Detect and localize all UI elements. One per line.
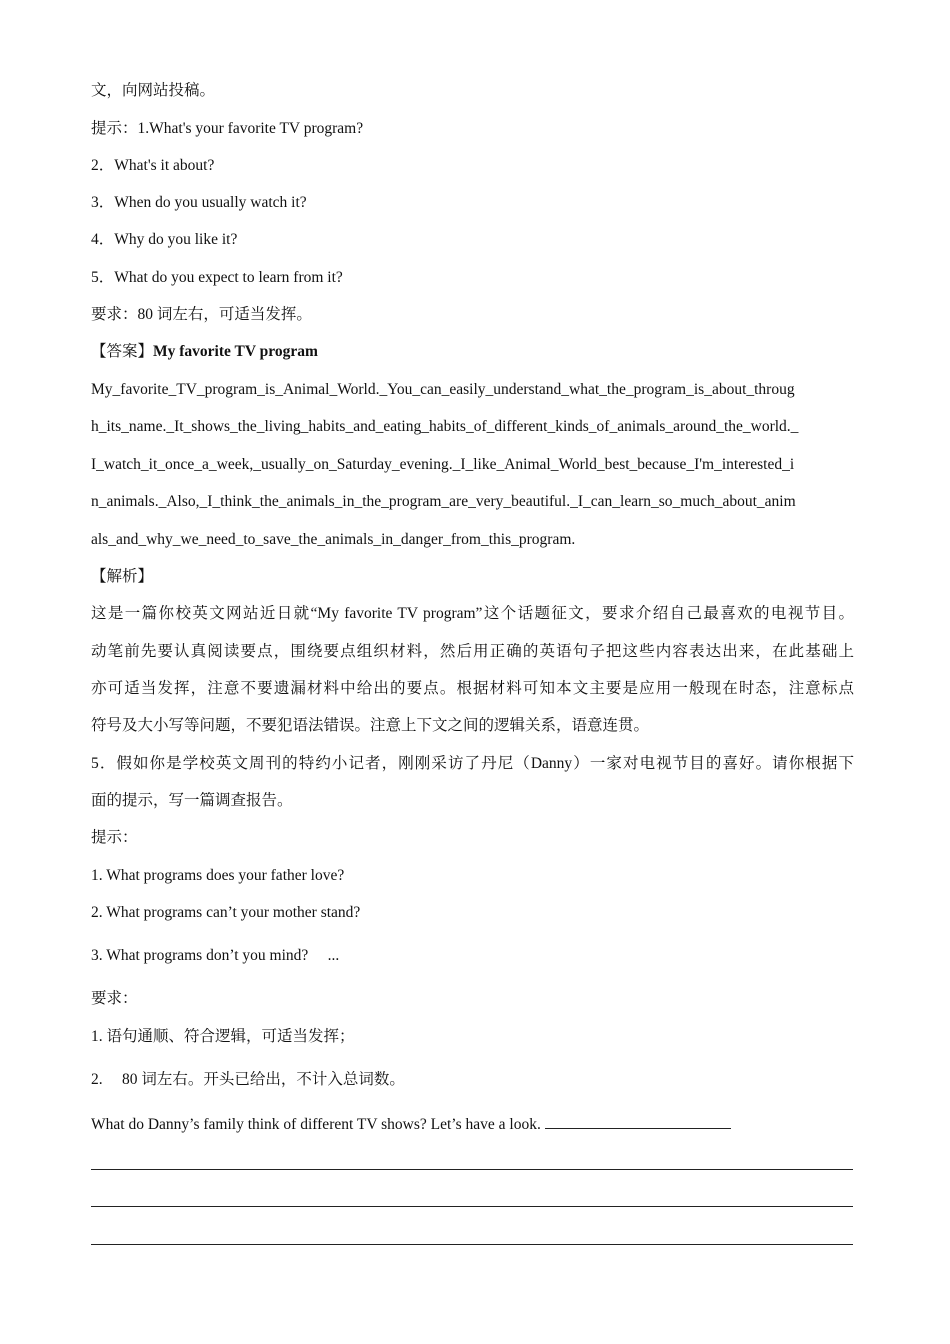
opening-sentence: What do Danny’s family think of different TV shows? Let’s have a look. bbox=[91, 1116, 541, 1133]
hint-3: 3．When do you usually watch it? bbox=[91, 194, 307, 211]
hint-2: 2．What's it about? bbox=[91, 157, 215, 174]
hint-1: 提示：1.What's your favorite TV program? bbox=[91, 120, 364, 137]
writing-line-2[interactable] bbox=[91, 1206, 853, 1207]
q5-hint-1: 1. What programs does your father love? bbox=[91, 867, 345, 884]
q5-requirement-2: 2. 80 词左右。开头已给出，不计入总词数。 bbox=[91, 1071, 405, 1088]
answer-line-4: n_animals._Also,_I_think_the_animals_in_the_program_are_very_beautiful._I_can_learn_so_much_about_anim bbox=[91, 493, 796, 510]
q5-requirement-1: 1. 语句通顺、符合逻辑，可适当发挥； bbox=[91, 1028, 355, 1045]
q5-hint-label: 提示： bbox=[91, 829, 138, 846]
writing-line-1[interactable] bbox=[91, 1169, 853, 1170]
analysis-line-2: 动笔前先要认真阅读要点，围绕要点组织材料，然后用正确的英语句子把这些内容表达出来，在此基础上 bbox=[91, 643, 854, 660]
q5-hint-2: 2. What programs can’t your mother stand? bbox=[91, 904, 361, 921]
question-5-line-2: 面的提示，写一篇调查报告。 bbox=[91, 792, 293, 809]
writing-line-3[interactable] bbox=[91, 1244, 853, 1245]
answer-line-2: h_its_name._It_shows_the_living_habits_and_eating_habits_of_different_kinds_of_animals_around_the_world._ bbox=[91, 418, 799, 435]
answer-line-3: I_watch_it_once_a_week,_usually_on_Saturday_evening._I_like_Animal_World_best_because_I'm_interested_i bbox=[91, 456, 795, 473]
analysis-line-4: 符号及大小写等问题，不要犯语法错误。注意上下文之间的逻辑关系，语意连贯。 bbox=[91, 717, 650, 734]
analysis-label: 【解析】 bbox=[91, 568, 154, 585]
answer-heading bbox=[91, 342, 318, 362]
answer-line-1: My_favorite_TV_program_is_Animal_World._You_can_easily_understand_what_the_program_is_about_throug bbox=[91, 381, 795, 398]
hint-5: 5．What do you expect to learn from it? bbox=[91, 269, 343, 286]
writing-opening bbox=[91, 1114, 731, 1135]
answer-blank[interactable] bbox=[545, 1114, 731, 1129]
analysis-line-1: 这是一篇你校英文网站近日就“My favorite TV program”这个话题征文，要求介绍自己最喜欢的电视节目。 bbox=[91, 605, 854, 622]
answer-label: 【答案】 bbox=[91, 343, 154, 360]
question-5-line-1: 5．假如你是学校英文周刊的特约小记者，刚刚采访了丹尼（Danny）一家对电视节目的喜好。请你根据下 bbox=[91, 755, 854, 772]
analysis-line-3: 亦可适当发挥，注意不要遗漏材料中给出的要点。根据材料可知本文主要是应用一般现在时态，注意标点 bbox=[91, 680, 854, 697]
requirement: 要求：80 词左右，可适当发挥。 bbox=[91, 306, 312, 323]
q5-hint-3: 3. What programs don’t you mind? ... bbox=[91, 947, 340, 964]
answer-title: My favorite TV program bbox=[153, 343, 318, 360]
intro-tail: 文，向网站投稿。 bbox=[91, 82, 216, 99]
answer-line-5: als_and_why_we_need_to_save_the_animals_in_danger_from_this_program. bbox=[91, 531, 576, 548]
hint-4: 4．Why do you like it? bbox=[91, 231, 238, 248]
q5-requirement-label: 要求： bbox=[91, 990, 138, 1007]
